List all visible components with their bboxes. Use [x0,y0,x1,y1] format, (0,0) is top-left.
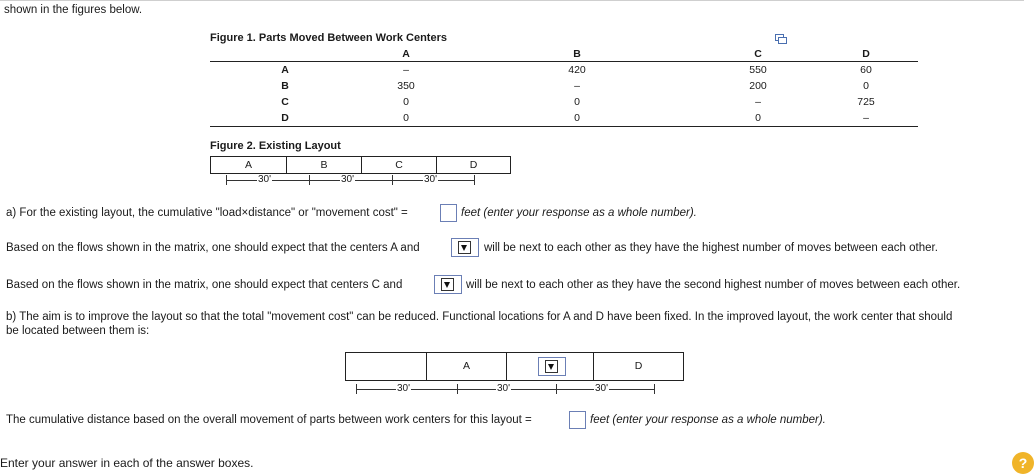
dimension-tick [356,384,357,394]
layout-cell-a: A [427,353,507,380]
table-cell: 725 [857,96,875,108]
layout-cell-middle [507,353,594,380]
table-cell: 0 [452,110,702,127]
existing-layout-diagram [210,156,511,174]
layout-cell-d: D [634,360,643,372]
dimension-tick [392,175,393,185]
question-a-suffix: feet (enter your response as a whole number). [461,207,697,219]
layout-cell-c: C [362,157,437,173]
column-header-d: D [814,47,918,62]
dimension-label: 30' [397,383,411,394]
copy-icon[interactable] [775,34,787,44]
table-cell: 0 [863,80,869,92]
column-header-a: A [360,47,452,62]
row-header: B [281,80,289,92]
table-cell: 0 [574,96,580,108]
dimension-label: 30' [258,174,272,185]
dropdown-arrow-icon [545,360,558,373]
layout-cell-b: B [287,157,362,173]
table-cell: – [755,96,761,108]
table-cell: – [574,80,580,92]
table-cell: 0 [702,110,814,127]
dropdown-arrow-icon [441,278,454,291]
layout-cell-a: A [211,157,287,173]
question-b-line2: be located between them is: [6,325,150,337]
flow-matrix-table [210,47,918,127]
question-a-prefix: a) For the existing layout, the cumulative "load×distance" or "movement cost" = [6,207,408,219]
row-header: A [281,64,289,76]
dimension-tick [654,384,655,394]
q-ab-suffix: will be next to each other as they have the highest number of moves between each other. [484,242,938,254]
column-header-c: C [702,47,814,62]
dropdown-arrow-icon [458,241,471,254]
dimension-label: 30' [497,383,511,394]
dimension-tick [556,384,557,394]
table-cell: – [403,64,409,76]
table-row [210,110,918,127]
table-cell: 420 [568,64,586,76]
cumulative-distance-input[interactable] [569,411,586,429]
cumulative-suffix: feet (enter your response as a whole number). [590,414,826,426]
q-cd-suffix: will be next to each other as they have the second highest number of moves between each other. [466,279,961,291]
existing-layout-dimensions [226,174,476,186]
dimension-tick [474,175,475,185]
figure2-title: Figure 2. Existing Layout [210,140,341,152]
help-icon[interactable]: ? [1012,452,1034,474]
table-row [210,94,918,110]
top-divider [0,0,1024,1]
dimension-tick [309,175,310,185]
question-b-line1: b) The aim is to improve the layout so that the total "movement cost" can be reduced. Functional locations for A and D have been fixed. In the improved layout, the work center that should [6,311,953,323]
cumulative-prefix: The cumulative distance based on the overall movement of parts between work centers for this layout = [6,414,532,426]
center-c-partner-dropdown[interactable] [434,275,462,294]
q-cd-prefix: Based on the flows shown in the matrix, one should expect that centers C and [6,279,403,291]
center-a-partner-dropdown[interactable] [451,238,479,257]
table-cell: 0 [403,96,409,108]
row-header: C [281,96,289,108]
table-corner [210,47,360,62]
table-cell: 550 [749,64,767,76]
q-ab-prefix: Based on the flows shown in the matrix, one should expect that the centers A and [6,242,420,254]
figure1-title: Figure 1. Parts Moved Between Work Centers [210,32,447,44]
table-cell: 350 [397,80,415,92]
dimension-tick [457,384,458,394]
layout-cell-empty [346,353,427,380]
table-cell: 200 [749,80,767,92]
footer-instruction: Enter your answer in each of the answer boxes. [0,456,254,470]
table-row [210,62,918,79]
table-cell: 0 [360,110,452,127]
table-cell: 60 [860,64,872,76]
dimension-tick [226,175,227,185]
table-cell: – [814,110,918,127]
middle-center-dropdown[interactable] [538,357,566,376]
row-header: D [210,110,360,127]
table-header-row [210,47,918,62]
movement-cost-input[interactable] [440,204,457,222]
layout-cell-d: D [469,159,478,171]
table-row [210,78,918,94]
column-header-b: B [452,47,702,62]
intro-text: shown in the figures below. [4,4,143,16]
dimension-label: 30' [595,383,609,394]
dimension-label: 30' [341,174,355,185]
improved-layout-dimensions [356,383,656,395]
dimension-label: 30' [424,174,438,185]
improved-layout-diagram [345,352,684,381]
